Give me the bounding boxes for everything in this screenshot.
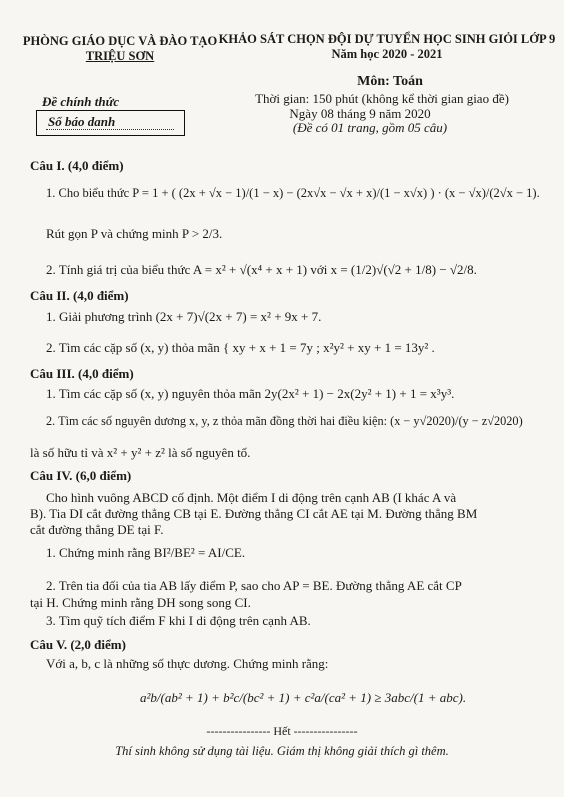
candidate-number-dots (46, 129, 174, 130)
exam-header (212, 32, 562, 62)
q1-title: Câu I. (4,0 điểm) (30, 158, 124, 173)
q4-part2b: tại H. Chứng minh rằng DH song song CI. (30, 595, 251, 610)
official-label: Đề chính thức (42, 94, 120, 109)
pages-label: (Đề có 01 trang, gồm 05 câu) (292, 120, 448, 135)
q5-inequality: a²b/(ab² + 1) + b²c/(bc² + 1) + c²a/(ca² + 1) ≥ 3abc/(1 + abc). (140, 690, 467, 705)
q2-title: Câu II. (4,0 điểm) (30, 288, 129, 303)
q2-part1: 1. Giải phương trình (2x + 7)√(2x + 7) = x² + 9x + 7. (46, 309, 322, 324)
q5-intro: Với a, b, c là những số thực dương. Chứng minh rằng: (46, 656, 329, 671)
q2-part2: 2. Tìm các cặp số (x, y) thỏa mãn { xy + x + 1 = 7y ; x²y² + xy + 1 = 13y² . (46, 340, 435, 355)
school-year: Năm học 2020 - 2021 (331, 47, 443, 61)
q5-title: Câu V. (2,0 điểm) (30, 637, 126, 652)
footer-note: Thí sinh không sử dụng tài liệu. Giám thị không giải thích gì thêm. (115, 744, 449, 758)
end-marker: ---------------- Hết ---------------- (206, 724, 358, 738)
q3-part2b: là số hữu tỉ và x² + y² + z² là số nguyên tố. (30, 445, 251, 460)
exam-title: KHẢO SÁT CHỌN ĐỘI DỰ TUYỂN HỌC SINH GIỎI LỚP 9 (218, 32, 556, 46)
subject-label: Môn: Toán (357, 74, 423, 89)
q4-intro-3: cắt đường thẳng DE tại F. (30, 522, 164, 537)
q4-part2a: 2. Trên tia đối của tia AB lấy điểm P, sao cho AP = BE. Đường thẳng AE cắt CP (46, 578, 462, 593)
date-label: Ngày 08 tháng 9 năm 2020 (289, 106, 431, 121)
q3-part2: 2. Tìm các số nguyên dương x, y, z thỏa mãn đồng thời hai điều kiện: (x − y√2020)/(y − z√2020) (46, 414, 523, 428)
district-name: TRIỆU SƠN (85, 49, 155, 63)
q4-intro-1: Cho hình vuông ABCD cố định. Một điểm I di động trên cạnh AB (I khác A và (46, 490, 457, 505)
q3-title: Câu III. (4,0 điểm) (30, 366, 134, 381)
department-header (20, 34, 220, 64)
q4-intro-2: B). Tia DI cắt đường thẳng CB tại E. Đường thẳng CI cắt AE tại M. Đường thẳng BM (30, 506, 478, 521)
candidate-number-label: Số báo danh (48, 114, 116, 129)
q4-part1: 1. Chứng minh rằng BI²/BE² = AI/CE. (46, 545, 246, 560)
q4-title: Câu IV. (6,0 điểm) (30, 468, 132, 483)
time-label: Thời gian: 150 phút (không kể thời gian giao đề) (255, 91, 509, 106)
q1-part1: 1. Cho biểu thức P = 1 + ( (2x + √x − 1)/(1 − x) − (2x√x − √x + x)/(1 − x√x) ) · (x − √x)/(2√x − 1). (46, 186, 540, 200)
q1-part1b: Rút gọn P và chứng minh P > 2/3. (46, 226, 223, 241)
q4-part3: 3. Tìm quỹ tích điểm F khi I di động trên cạnh AB. (46, 613, 311, 628)
q1-part2: 2. Tính giá trị của biểu thức A = x² + √(x⁴ + x + 1) với x = (1/2)√(√2 + 1/8) − √2/8. (46, 262, 477, 277)
q3-part1: 1. Tìm các cặp số (x, y) nguyên thỏa mãn 2y(2x² + 1) − 2x(2y² + 1) + 1 = x³y³. (46, 386, 455, 401)
department-name: PHÒNG GIÁO DỤC VÀ ĐÀO TẠO (22, 34, 218, 48)
